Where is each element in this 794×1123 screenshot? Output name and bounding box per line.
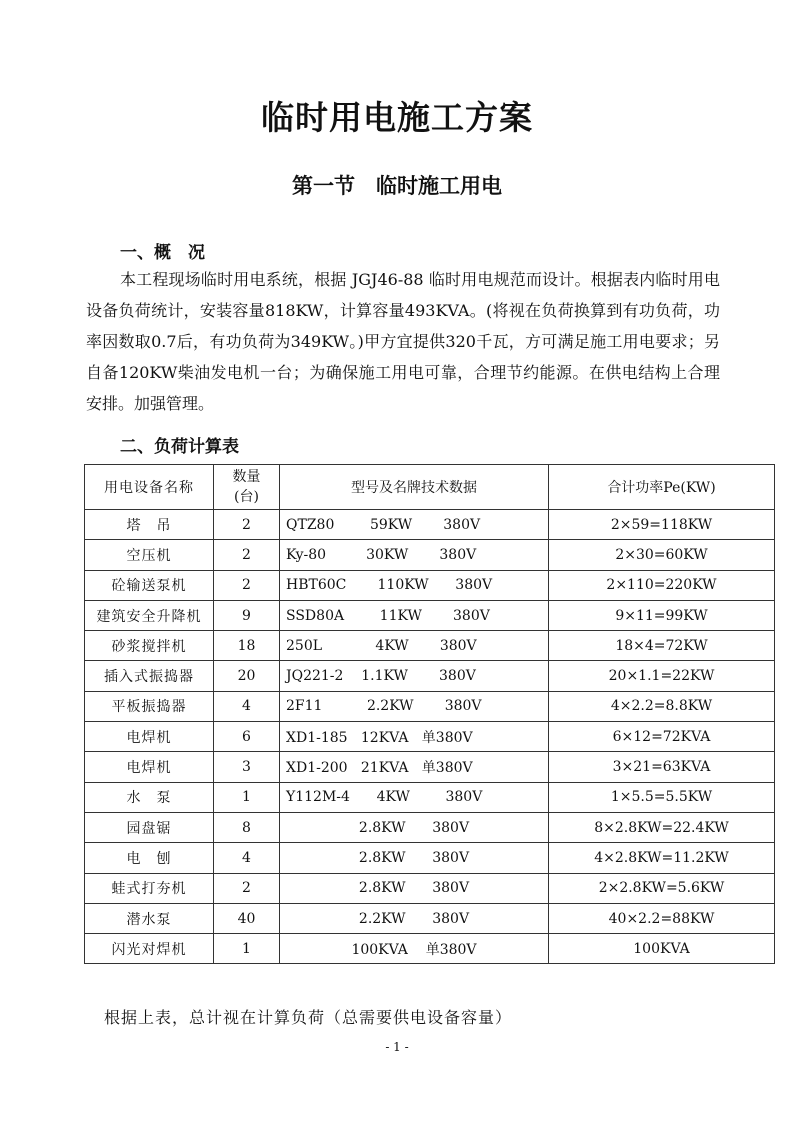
header-quantity: [214, 465, 280, 510]
cell-power: 2×59=118KW: [549, 510, 775, 540]
table-row: [85, 540, 775, 570]
cell-equipment-name: 塔 吊: [85, 510, 214, 540]
table-row: [85, 873, 775, 903]
cell-spec: Ky-80 30KW 380V: [280, 540, 549, 570]
cell-quantity: 3: [214, 752, 280, 782]
cell-spec: 2.8KW 380V: [280, 812, 549, 842]
cell-power: 6×12=72KVA: [549, 722, 775, 752]
cell-quantity: 4: [214, 691, 280, 721]
header-power: 合计功率Pe(KW): [549, 465, 775, 510]
cell-spec: Y112M-4 4KW 380V: [280, 782, 549, 812]
section-title: 第一节 临时施工用电: [292, 174, 502, 198]
table-row: [85, 934, 775, 964]
header-equipment-name: 用电设备名称: [85, 465, 214, 510]
cell-spec: HBT60C 110KW 380V: [280, 570, 549, 600]
cell-spec: 250L 4KW 380V: [280, 631, 549, 661]
cell-spec: SSD80A 11KW 380V: [280, 600, 549, 630]
cell-power: 9×11=99KW: [549, 600, 775, 630]
table-body: [85, 510, 775, 964]
cell-quantity: 9: [214, 600, 280, 630]
cell-spec: JQ221-2 1.1KW 380V: [280, 661, 549, 691]
cell-quantity: 2: [214, 873, 280, 903]
cell-spec: 2F11 2.2KW 380V: [280, 691, 549, 721]
table-row: [85, 510, 775, 540]
table-row: [85, 903, 775, 933]
cell-equipment-name: 建筑安全升降机: [85, 600, 214, 630]
cell-power: 3×21=63KVA: [549, 752, 775, 782]
cell-equipment-name: 砂浆搅拌机: [85, 631, 214, 661]
cell-spec: 2.2KW 380V: [280, 903, 549, 933]
table-header-row: [85, 465, 775, 510]
table-row: [85, 812, 775, 842]
cell-equipment-name: 园盘锯: [85, 812, 214, 842]
cell-power: 18×4=72KW: [549, 631, 775, 661]
cell-spec: 2.8KW 380V: [280, 843, 549, 873]
table-row: [85, 600, 775, 630]
table-row: [85, 691, 775, 721]
table-row: [85, 570, 775, 600]
cell-quantity: 20: [214, 661, 280, 691]
overview-paragraph: 本工程现场临时用电系统，根据 JGJ46-88 临时用电规范而设计。根据表内临时用电设备负荷统计，安装容量818KW，计算容量493KVA。(将视在负荷换算到有功负荷，功率因数取0.7后，有功负荷为349KW。)甲方宜提供320千瓦，方可满足施工用电要求；另自备120KW柴油发电机一台；为确保施工用电可靠，合理节约能源。在供电结构上合理安排。加强管理。: [86, 270, 720, 413]
cell-power: 100KVA: [549, 934, 775, 964]
heading-overview: 一、概 况: [120, 243, 205, 263]
cell-spec: 100KVA 单380V: [280, 934, 549, 964]
cell-spec: QTZ80 59KW 380V: [280, 510, 549, 540]
cell-equipment-name: 蛙式打夯机: [85, 873, 214, 903]
cell-equipment-name: 插入式振捣器: [85, 661, 214, 691]
load-calculation-table: [84, 464, 775, 964]
header-quantity-line2: (台): [234, 489, 259, 505]
cell-quantity: 2: [214, 570, 280, 600]
cell-equipment-name: 平板振捣器: [85, 691, 214, 721]
cell-equipment-name: 闪光对焊机: [85, 934, 214, 964]
cell-power: 2×110=220KW: [549, 570, 775, 600]
header-spec: 型号及名牌技术数据: [280, 465, 549, 510]
cell-power: 4×2.2=8.8KW: [549, 691, 775, 721]
cell-spec: XD1-185 12KVA 单380V: [280, 722, 549, 752]
cell-power: 4×2.8KW=11.2KW: [549, 843, 775, 873]
cell-power: 2×2.8KW=5.6KW: [549, 873, 775, 903]
cell-equipment-name: 电焊机: [85, 722, 214, 752]
table-row: [85, 782, 775, 812]
table-row: [85, 631, 775, 661]
cell-power: 2×30=60KW: [549, 540, 775, 570]
cell-quantity: 40: [214, 903, 280, 933]
cell-quantity: 8: [214, 812, 280, 842]
cell-equipment-name: 电焊机: [85, 752, 214, 782]
cell-quantity: 6: [214, 722, 280, 752]
cell-spec: 2.8KW 380V: [280, 873, 549, 903]
cell-equipment-name: 潜水泵: [85, 903, 214, 933]
table-row: [85, 661, 775, 691]
cell-power: 8×2.8KW=22.4KW: [549, 812, 775, 842]
cell-quantity: 4: [214, 843, 280, 873]
cell-power: 1×5.5=5.5KW: [549, 782, 775, 812]
heading-load-table: 二、负荷计算表: [120, 437, 239, 457]
table-row: [85, 843, 775, 873]
cell-quantity: 1: [214, 934, 280, 964]
footer-text: 根据上表，总计视在计算负荷（总需要供电设备容量）: [104, 1008, 513, 1027]
header-quantity-line1: 数量: [232, 469, 261, 485]
cell-equipment-name: 砼输送泵机: [85, 570, 214, 600]
cell-quantity: 18: [214, 631, 280, 661]
cell-power: 20×1.1=22KW: [549, 661, 775, 691]
cell-quantity: 2: [214, 510, 280, 540]
page-number: - 1 -: [385, 1040, 409, 1054]
cell-spec: XD1-200 21KVA 单380V: [280, 752, 549, 782]
cell-quantity: 2: [214, 540, 280, 570]
cell-power: 40×2.2=88KW: [549, 903, 775, 933]
cell-quantity: 1: [214, 782, 280, 812]
cell-equipment-name: 电 刨: [85, 843, 214, 873]
cell-equipment-name: 空压机: [85, 540, 214, 570]
table-row: [85, 722, 775, 752]
page-title: 临时用电施工方案: [261, 98, 533, 137]
cell-equipment-name: 水 泵: [85, 782, 214, 812]
table-row: [85, 752, 775, 782]
